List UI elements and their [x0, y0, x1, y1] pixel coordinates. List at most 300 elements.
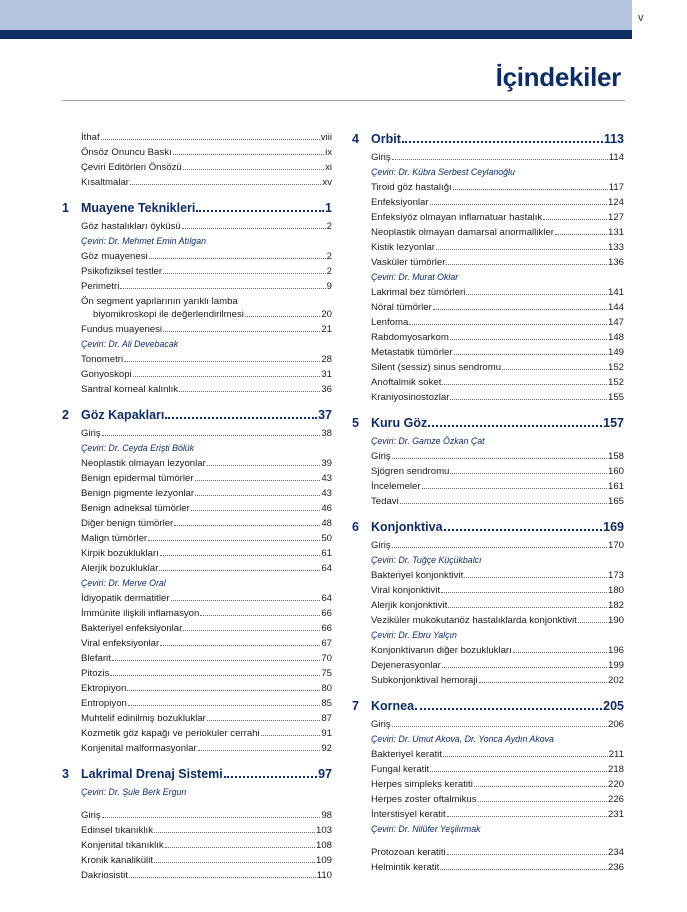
toc-entry[interactable] [81, 698, 332, 713]
entry-page-number: 108 [315, 840, 332, 851]
toc-entry[interactable] [371, 257, 624, 272]
entry-label: Kirpik bozuklukları [81, 548, 159, 559]
entry-page-number: 36 [321, 384, 332, 395]
translator-credit: Çeviri: Dr. Gamze Özkan Çat [371, 436, 485, 446]
toc-entry[interactable] [371, 197, 624, 212]
entry-page-number: 110 [316, 870, 332, 881]
toc-entry[interactable] [371, 809, 624, 824]
chapter-page-number: 97 [318, 767, 332, 781]
toc-entry[interactable] [371, 615, 624, 630]
chapter-number: 4 [352, 132, 359, 146]
entry-page-number: 148 [607, 332, 624, 343]
entry-page-number: 231 [607, 809, 624, 820]
entry-page-number: 170 [607, 540, 624, 551]
toc-entry[interactable] [81, 458, 332, 473]
entry-page-number: 61 [321, 548, 332, 559]
dot-leader [442, 667, 607, 668]
entry-page-number: 155 [607, 392, 624, 403]
dot-leader [183, 630, 320, 631]
toc-entry[interactable] [81, 309, 332, 324]
dot-leader [392, 458, 607, 459]
dot-leader [154, 862, 315, 863]
entry-label: Göz muayenesi [81, 251, 148, 262]
entry-label: Malign tümörler [81, 533, 148, 544]
dot-leader [200, 615, 320, 616]
entry-label: Fundus muayenesi [81, 324, 163, 335]
dot-leader [428, 425, 602, 427]
entry-label: Fungal keratit [371, 764, 430, 775]
toc-entry[interactable] [81, 608, 332, 623]
dot-leader [450, 399, 607, 400]
entry-page-number: 136 [607, 257, 624, 268]
entry-page-number: 117 [608, 182, 624, 193]
toc-entry[interactable] [81, 810, 332, 825]
entry-label: Silent (sessiz) sinus sendromu [371, 362, 502, 373]
toc-entry[interactable] [371, 794, 624, 809]
dot-leader [160, 645, 320, 646]
entry-label: Viral enfeksiyonlar [81, 638, 160, 649]
dot-leader [179, 391, 320, 392]
dot-leader [415, 708, 602, 710]
toc-entry[interactable] [371, 585, 624, 600]
translator-credit: Çeviri: Dr. Mehmet Emin Atılgan [81, 236, 206, 246]
toc-entry[interactable] [81, 147, 332, 162]
dot-leader [409, 324, 607, 325]
entry-label: Tedavi [371, 496, 399, 507]
toc-entry[interactable] [371, 764, 624, 779]
toc-entry[interactable] [371, 332, 624, 347]
dot-leader [112, 660, 320, 661]
toc-entry[interactable] [81, 162, 332, 177]
dot-leader [191, 510, 321, 511]
entry-page-number: 20 [321, 309, 332, 320]
entry-label: Bakteriyel keratit [371, 749, 442, 760]
dot-leader [400, 503, 607, 504]
chapter-heading[interactable] [352, 132, 624, 152]
dot-leader [440, 869, 607, 870]
page-number: v [638, 12, 644, 24]
entry-label: Göz hastalıkları öyküsü [81, 221, 181, 232]
dot-leader [447, 816, 607, 817]
toc-entry[interactable] [81, 870, 332, 885]
chapter-title: Muayene Teknikleri [81, 201, 196, 215]
entry-label: Entropiyon [81, 698, 127, 709]
entry-page-number: 43 [321, 473, 332, 484]
dot-leader [443, 756, 608, 757]
toc-entry[interactable] [371, 749, 624, 764]
entry-page-number: 202 [607, 675, 624, 686]
entry-page-number: 180 [607, 585, 624, 596]
entry-page-number: 87 [321, 713, 332, 724]
chapter-number: 2 [62, 408, 69, 422]
entry-page-number: 161 [607, 481, 624, 492]
entry-label: Subkonjonktival hemoraji [371, 675, 478, 686]
toc-entry[interactable] [81, 221, 332, 236]
entry-page-number: 149 [607, 347, 624, 358]
chapter-page-number: 205 [603, 699, 624, 713]
entry-page-number: 124 [607, 197, 624, 208]
toc-entry[interactable] [371, 242, 624, 257]
chapter-number: 3 [62, 767, 69, 781]
toc-entry[interactable] [371, 451, 624, 466]
entry-page-number: 152 [607, 362, 624, 373]
entry-page-number: 199 [607, 660, 624, 671]
toc-entry[interactable] [371, 302, 624, 317]
entry-page-number: 28 [321, 354, 332, 365]
toc-entry[interactable] [81, 713, 332, 728]
dot-leader [173, 154, 324, 155]
dot-leader [392, 159, 608, 160]
entry-label: Viral konjonktivit [371, 585, 441, 596]
chapter-number: 5 [352, 416, 359, 430]
toc-entry[interactable] [371, 182, 624, 197]
entry-page-number: 141 [607, 287, 624, 298]
toc-entry[interactable] [81, 638, 332, 653]
dot-leader [159, 570, 320, 571]
toc-entry[interactable] [371, 570, 624, 585]
entry-page-number: 80 [321, 683, 332, 694]
entry-label: İthaf [81, 132, 100, 143]
entry-label: Neoplastik olmayan lezyonlar [81, 458, 206, 469]
entry-page-number: 103 [315, 825, 332, 836]
dot-leader [182, 228, 326, 229]
entry-page-number: 211 [608, 749, 624, 760]
toc-entry[interactable] [81, 324, 332, 339]
header-band [0, 0, 632, 30]
entry-label: Enfeksiyöz olmayan inflamatuar hastalık [371, 212, 543, 223]
dot-leader [127, 690, 320, 691]
dot-leader [478, 801, 607, 802]
toc-entry[interactable] [81, 251, 332, 266]
entry-label: Alerjik bozukluklar [81, 563, 159, 574]
entry-page-number: 50 [321, 533, 332, 544]
entry-label: Veziküler mukokutanöz hastalıklarda konjonktivit [371, 615, 577, 626]
toc-entry[interactable] [371, 287, 624, 302]
chapter-title: Kornea [371, 699, 415, 713]
entry-label: Herpes zoster oftalmikus [371, 794, 477, 805]
entry-page-number: 21 [321, 324, 332, 335]
entry-label: Rabdomyosarkom [371, 332, 449, 343]
dot-leader [171, 600, 321, 601]
entry-page-number: 218 [607, 764, 624, 775]
toc-entry[interactable] [81, 266, 332, 281]
entry-label: Giriş [371, 719, 391, 730]
toc-entry-line: Ön segment yapılarının yarıklı lamba [81, 296, 238, 307]
toc-entry[interactable] [371, 719, 624, 734]
chapter-heading[interactable] [62, 767, 332, 787]
title-divider [62, 100, 625, 101]
dot-leader [513, 652, 607, 653]
toc-entry[interactable] [81, 428, 332, 443]
entry-page-number: 114 [608, 152, 624, 163]
chapter-heading[interactable] [62, 408, 332, 428]
dot-leader [160, 555, 320, 556]
entry-label: Kozmetik göz kapağı ve periokuler cerrahi [81, 728, 260, 739]
chapter-heading[interactable] [62, 201, 332, 221]
dot-leader [402, 141, 603, 143]
chapter-heading[interactable] [352, 699, 624, 719]
toc-entry[interactable] [81, 743, 332, 758]
toc-entry[interactable] [371, 466, 624, 481]
toc-entry[interactable] [371, 847, 624, 862]
entry-page-number: 190 [607, 615, 624, 626]
entry-page-number: xi [325, 162, 332, 173]
toc-entry[interactable] [81, 593, 332, 608]
entry-label: Kistik lezyonlar [371, 242, 435, 253]
entry-label: Anoftalmik soket [371, 377, 442, 388]
entry-page-number: 133 [607, 242, 624, 253]
toc-entry[interactable] [81, 563, 332, 578]
dot-leader [454, 354, 607, 355]
chapter-title: Konjonktiva [371, 520, 443, 534]
dot-leader [448, 607, 607, 608]
dot-leader [453, 189, 608, 190]
header-bar [0, 30, 632, 39]
chapter-heading[interactable] [352, 416, 624, 436]
toc-entry[interactable] [371, 496, 624, 511]
translator-credit: Çeviri: Dr. Umut Akova, Dr. Yonca Aydın Akova [371, 734, 554, 744]
dot-leader [245, 316, 320, 317]
entry-page-number: viii [320, 132, 332, 143]
toc-entry[interactable] [81, 548, 332, 563]
toc-entry[interactable] [371, 317, 624, 332]
entry-label: Dejenerasyonlar [371, 660, 441, 671]
entry-page-number: 160 [607, 466, 624, 477]
toc-entry[interactable] [81, 281, 332, 296]
dot-leader [165, 847, 315, 848]
translator-credit: Çeviri: Dr. Murat Oklar [371, 272, 459, 282]
entry-label: İdiyopatik dermatitler [81, 593, 170, 604]
entry-label: Bakteriyel konjonktivit [371, 570, 464, 581]
toc-entry[interactable] [81, 369, 332, 384]
entry-page-number: 158 [607, 451, 624, 462]
toc-entry[interactable] [371, 779, 624, 794]
entry-label: Vasküler tümörler [371, 257, 446, 268]
toc-entry[interactable] [371, 540, 624, 555]
entry-label: Nöral tümörler [371, 302, 432, 313]
entry-label: İncelemeler [371, 481, 421, 492]
entry-page-number: 31 [321, 369, 332, 380]
entry-page-number: 127 [607, 212, 624, 223]
chapter-page-number: 113 [603, 132, 624, 146]
dot-leader [148, 540, 320, 541]
dot-leader [174, 525, 320, 526]
toc-entry[interactable] [371, 377, 624, 392]
translator-credit: Çeviri: Dr. Nilüfer Yeşilırmak [371, 824, 481, 834]
toc-entry[interactable] [371, 481, 624, 496]
translator-credit: Çeviri: Dr. Ceyda Erişti Bölük [81, 443, 195, 453]
dot-leader [422, 488, 607, 489]
toc-entry[interactable] [81, 132, 332, 147]
entry-label: Kısaltmalar [81, 177, 129, 188]
dot-leader [130, 184, 321, 185]
toc-entry[interactable] [371, 362, 624, 377]
toc-entry[interactable] [81, 488, 332, 503]
entry-page-number: 182 [607, 600, 624, 611]
entry-label: Pitozis [81, 668, 110, 679]
entry-page-number: 98 [321, 810, 332, 821]
translator-credit: Çeviri: Dr. Tuğçe Küçükbalcı [371, 555, 482, 565]
dot-leader [195, 480, 321, 481]
entry-page-number: 109 [315, 855, 332, 866]
dot-leader [433, 309, 607, 310]
dot-leader [110, 675, 320, 676]
entry-label: Muhtelif edinilmiş bozukluklar [81, 713, 206, 724]
dot-leader [165, 417, 317, 419]
entry-label: Konjenital malformasyonlar [81, 743, 197, 754]
page-title: İçindekiler [495, 62, 621, 92]
toc-entry[interactable] [371, 645, 624, 660]
translator-credit: Çeviri: Dr. Şule Berk Ergun [81, 787, 187, 797]
entry-page-number: 147 [607, 317, 624, 328]
dot-leader [102, 435, 321, 436]
dot-leader [261, 735, 321, 736]
spacer [62, 802, 332, 810]
dot-leader [447, 854, 607, 855]
toc-entry[interactable] [371, 660, 624, 675]
entry-page-number: 70 [321, 653, 332, 664]
toc-entry[interactable] [81, 653, 332, 668]
entry-label: Enfeksiyonlar [371, 197, 429, 208]
dot-leader [430, 204, 607, 205]
dot-leader [163, 331, 320, 332]
chapter-page-number: 157 [603, 416, 624, 430]
entry-page-number: 226 [607, 794, 624, 805]
dot-leader [450, 339, 607, 340]
toc-entry[interactable] [81, 668, 332, 683]
entry-page-number: 234 [607, 847, 624, 858]
dot-leader [543, 219, 607, 220]
entry-page-number: 236 [607, 862, 624, 873]
dot-leader [450, 473, 607, 474]
entry-label: Önsöz Onuncu Baskı [81, 147, 172, 158]
entry-page-number: 91 [321, 728, 332, 739]
entry-label: Konjenital tıkanıklık [81, 840, 164, 851]
entry-page-number: 92 [321, 743, 332, 754]
chapter-page-number: 169 [603, 520, 624, 534]
entry-page-number: 64 [321, 563, 332, 574]
toc-entry[interactable] [371, 392, 624, 407]
dot-leader [163, 273, 326, 274]
entry-page-number: 66 [321, 623, 332, 634]
toc-column-left [62, 132, 332, 885]
entry-page-number: 165 [607, 496, 624, 507]
entry-page-number: 43 [321, 488, 332, 499]
dot-leader [224, 776, 317, 778]
entry-label: İnterstisyel keratit [371, 809, 446, 820]
entry-label: Perimetri [81, 281, 120, 292]
toc-entry[interactable] [81, 384, 332, 399]
toc-entry[interactable] [371, 347, 624, 362]
dot-leader [392, 547, 607, 548]
chapter-heading[interactable] [352, 520, 624, 540]
entry-page-number: 39 [321, 458, 332, 469]
entry-page-number: 196 [607, 645, 624, 656]
chapter-title: Göz Kapakları [81, 408, 165, 422]
dot-leader [195, 495, 320, 496]
dot-leader [154, 832, 315, 833]
entry-label: Alerjik konjonktivit [371, 600, 448, 611]
toc-entry[interactable] [81, 855, 332, 870]
dot-leader [128, 705, 320, 706]
entry-label: Psikofiziksel testler [81, 266, 163, 277]
toc-entry[interactable] [81, 728, 332, 743]
entry-page-number: 2 [326, 266, 332, 277]
chapter-number: 6 [352, 520, 359, 534]
dot-leader [441, 592, 607, 593]
entry-page-number: xv [322, 177, 332, 188]
dot-leader [479, 682, 607, 683]
entry-label: biyomikroskopi ile değerlendirilmesi [93, 309, 244, 320]
toc-entry[interactable] [81, 473, 332, 488]
entry-page-number: 9 [326, 281, 332, 292]
entry-page-number: 46 [321, 503, 332, 514]
entry-label: Giriş [371, 451, 391, 462]
dot-leader [466, 294, 607, 295]
dot-leader [464, 577, 607, 578]
toc-entry[interactable] [81, 683, 332, 698]
dot-leader [196, 210, 324, 212]
chapter-number: 7 [352, 699, 359, 713]
toc-entry[interactable] [81, 533, 332, 548]
dot-leader [101, 139, 320, 140]
toc-column-right [352, 132, 624, 877]
chapter-page-number: 1 [325, 201, 332, 215]
chapter-page-number: 37 [318, 408, 332, 422]
entry-label: Kraniyosinostozlar [371, 392, 450, 403]
entry-page-number: 2 [326, 251, 332, 262]
toc-entry[interactable] [81, 518, 332, 533]
dot-leader [502, 369, 607, 370]
toc-entry[interactable] [81, 177, 332, 192]
entry-label: Benign pigmente lezyonlar [81, 488, 195, 499]
spacer [352, 839, 624, 847]
entry-label: Blefarit [81, 653, 111, 664]
dot-leader [183, 169, 324, 170]
toc-entry[interactable] [81, 840, 332, 855]
chapter-title: Lakrimal Drenaj Sistemi [81, 767, 223, 781]
dot-leader [444, 529, 603, 531]
dot-leader [133, 376, 321, 377]
entry-label: Sjögren sendromu [371, 466, 450, 477]
entry-label: Helmintik keratit [371, 862, 440, 873]
toc-entry[interactable] [371, 862, 624, 877]
chapter-title: Orbit [371, 132, 401, 146]
toc-entry[interactable] [81, 623, 332, 638]
toc-entry[interactable] [371, 152, 624, 167]
dot-leader [198, 750, 321, 751]
entry-label: Bakteriyel enfeksiyonlar [81, 623, 183, 634]
toc-entry[interactable] [371, 212, 624, 227]
toc-entry[interactable] [371, 600, 624, 615]
entry-label: Ektropiyon [81, 683, 127, 694]
entry-page-number: 152 [607, 377, 624, 388]
dot-leader [446, 264, 607, 265]
entry-page-number: 38 [321, 428, 332, 439]
toc-entry[interactable] [81, 503, 332, 518]
translator-credit: Çeviri: Dr. Ebru Yalçın [371, 630, 457, 640]
entry-label: Giriş [371, 152, 391, 163]
toc-entry[interactable] [81, 825, 332, 840]
dot-leader [129, 877, 316, 878]
entry-label: Tonometri [81, 354, 124, 365]
toc-entry[interactable] [81, 354, 332, 369]
entry-label: Gonyoskopi [81, 369, 132, 380]
toc-entry[interactable] [371, 227, 624, 242]
entry-label: Giriş [81, 428, 101, 439]
dot-leader [442, 384, 607, 385]
toc-entry[interactable] [371, 675, 624, 690]
